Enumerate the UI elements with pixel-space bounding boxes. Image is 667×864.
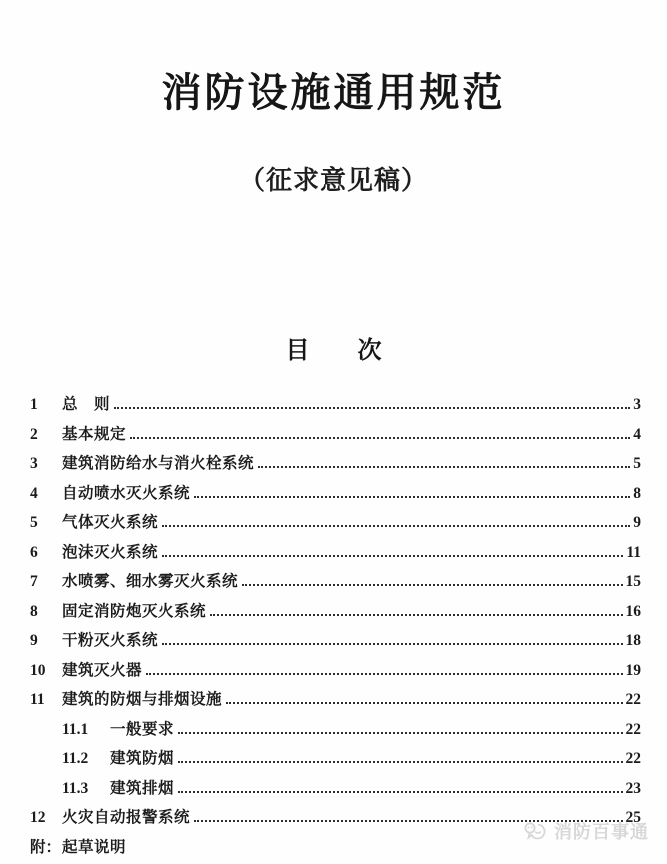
toc-entry-number: 7 [30, 573, 62, 591]
toc-dot-leader [146, 673, 622, 675]
toc-entry-page: 5 [633, 455, 641, 473]
toc-entry-title: 固定消防炮灭火系统 [62, 599, 206, 621]
toc-entry [0, 481, 667, 511]
document-title: 消防设施通用规范 [0, 0, 667, 116]
toc-dot-leader [162, 555, 623, 557]
toc-entry-number: 12 [30, 809, 62, 827]
toc-dot-leader [258, 466, 630, 468]
document-subtitle: （征求意见稿） [0, 160, 667, 197]
toc-entry [0, 510, 667, 540]
toc-entry-page: 3 [633, 396, 641, 414]
toc-entry [0, 569, 667, 599]
toc-entry-number: 4 [30, 485, 62, 503]
toc-entry [0, 392, 667, 422]
toc-entry-page: 25 [626, 809, 642, 827]
toc-entry-number: 11.2 [62, 750, 110, 768]
toc-entry-number: 附： [30, 835, 62, 857]
toc-entry-title: 火灾自动报警系统 [62, 805, 190, 827]
toc-entry-number: 11 [30, 691, 62, 709]
toc-entry-number: 9 [30, 632, 62, 650]
toc-entry-title: 水喷雾、细水雾灭火系统 [62, 569, 238, 591]
toc-entry-number: 2 [30, 426, 62, 444]
toc-entry-title: 建筑消防给水与消火栓系统 [62, 451, 254, 473]
toc-entry [0, 451, 667, 481]
toc-dot-leader [226, 702, 622, 704]
toc-entry [0, 422, 667, 452]
toc-entry [0, 628, 667, 658]
toc-dot-leader [210, 614, 622, 616]
toc-entry-title: 干粉灭火系统 [62, 628, 158, 650]
toc-dot-leader [242, 584, 622, 586]
toc-entry-title: 基本规定 [62, 422, 126, 444]
toc-entry-page: 4 [633, 426, 641, 444]
toc-entry-page: 19 [626, 662, 642, 680]
toc-dot-leader [162, 525, 630, 527]
toc-subentry [0, 746, 667, 776]
toc-entry-title: 总 则 [62, 392, 110, 414]
toc-entry-title: 建筑灭火器 [62, 658, 142, 680]
toc-entry-number: 11.1 [62, 721, 110, 739]
toc-entry-title: 泡沫灭火系统 [62, 540, 158, 562]
toc-dot-leader [178, 791, 622, 793]
toc-entry-page: 15 [626, 573, 642, 591]
toc-entry-page: 22 [626, 721, 642, 739]
toc-entry-number: 5 [30, 514, 62, 532]
toc-entry-title: 建筑排烟 [110, 776, 174, 798]
toc-entry-number: 1 [30, 396, 62, 414]
toc-entry-page: 22 [626, 691, 642, 709]
toc-entry-page: 8 [633, 485, 641, 503]
toc-dot-leader [194, 496, 630, 498]
toc-entry-page: 18 [626, 632, 642, 650]
toc-entry-page: 16 [626, 603, 642, 621]
toc-dot-leader [130, 437, 630, 439]
toc-dot-leader [114, 407, 630, 409]
watermark-text: 消防百事通 [554, 818, 649, 844]
toc-entry [0, 599, 667, 629]
toc-entry-title: 建筑的防烟与排烟设施 [62, 687, 222, 709]
toc-entry-title: 建筑防烟 [110, 746, 174, 768]
toc-entry-title: 气体灭火系统 [62, 510, 158, 532]
toc-dot-leader [162, 643, 622, 645]
toc-entry-title: 自动喷水灭火系统 [62, 481, 190, 503]
toc-entry-page: 9 [633, 514, 641, 532]
watermark [523, 818, 649, 844]
toc-entry-title: 起草说明 [62, 835, 126, 857]
toc-entry-title: 一般要求 [110, 717, 174, 739]
toc-entry [0, 540, 667, 570]
toc-entry-number: 10 [30, 662, 62, 680]
toc-entry-page: 23 [626, 780, 642, 798]
toc-subentry [0, 776, 667, 806]
toc-entry-page: 22 [626, 750, 642, 768]
toc-dot-leader [178, 732, 622, 734]
toc-entry [0, 658, 667, 688]
toc-dot-leader [178, 761, 622, 763]
toc-entry-number: 3 [30, 455, 62, 473]
toc-entry-number: 6 [30, 544, 62, 562]
watermark-logo-icon [523, 821, 550, 842]
toc-list [0, 392, 667, 864]
toc-entry-number: 8 [30, 603, 62, 621]
toc-entry-number: 11.3 [62, 780, 110, 798]
toc-heading: 目 次 [0, 330, 667, 365]
toc-entry-page: 11 [626, 544, 641, 562]
toc-entry [0, 687, 667, 717]
toc-subentry [0, 717, 667, 747]
